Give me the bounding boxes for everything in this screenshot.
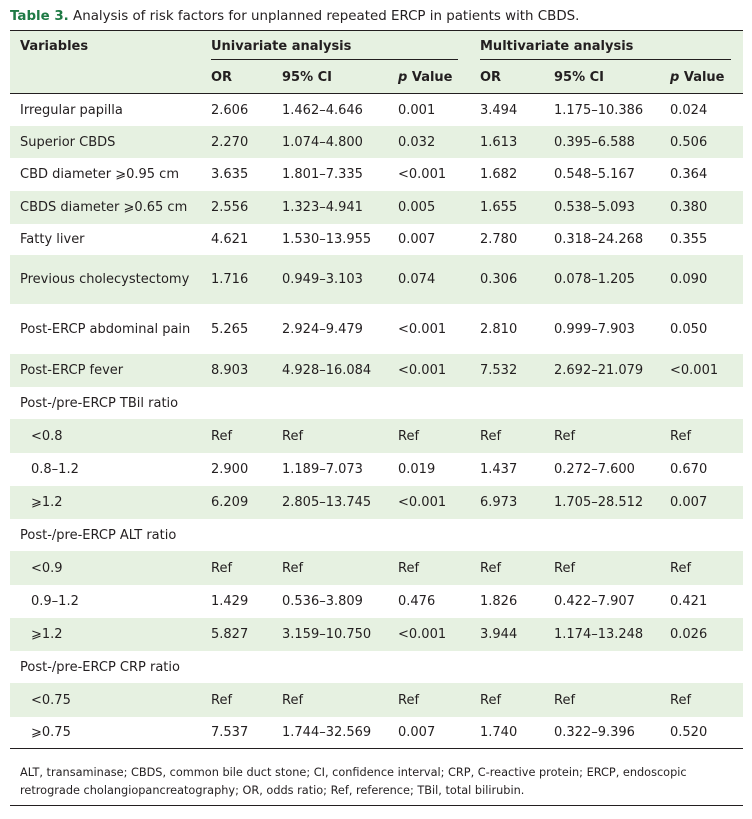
cell-u-p: 0.007 [398, 232, 436, 247]
cell-u-ci: 1.462–4.646 [282, 102, 363, 118]
cell-u-or: 2.270 [201, 126, 272, 158]
cell-variable: Post-/pre-ERCP ALT ratio [20, 527, 177, 543]
cell-m-p: Ref [660, 419, 743, 453]
cell-m-ci: 2.692–21.079 [544, 354, 660, 387]
cell-m-or: 1.682 [480, 167, 518, 182]
cell-u-or: 6.209 [201, 486, 272, 519]
cell-u-ci: 2.924–9.479 [282, 321, 363, 337]
cell-m-p: 0.421 [670, 594, 708, 609]
cell-u-p: <0.001 [388, 354, 470, 387]
cell-m-or: 6.973 [470, 486, 544, 519]
header-m-ci: 95% CI [544, 62, 660, 94]
cell-u-or: Ref [201, 683, 272, 717]
cell-variable: ⩾0.75 [10, 717, 201, 749]
table-row [10, 717, 743, 749]
cell-u-p [388, 651, 470, 683]
cell-m-ci [544, 651, 660, 683]
cell-variable: <0.75 [10, 683, 201, 717]
cell-u-p: Ref [388, 683, 470, 717]
cell-variable: Post-/pre-ERCP CRP ratio [20, 659, 180, 675]
cell-variable: Previous cholecystectomy [10, 255, 201, 304]
table-label: Table 3. [10, 9, 69, 24]
cell-m-p: 0.520 [660, 717, 743, 749]
cell-u-p: <0.001 [398, 167, 447, 182]
cell-u-or: 2.556 [201, 191, 272, 224]
cell-u-ci: 1.074–4.800 [272, 126, 388, 158]
risk-factor-table [10, 30, 743, 749]
cell-m-p: <0.001 [660, 354, 743, 387]
cell-m-ci: 1.175–10.386 [554, 102, 644, 118]
cell-m-or [470, 651, 544, 683]
cell-m-ci: 0.272–7.600 [554, 462, 635, 477]
cell-m-ci: 0.318–24.268 [554, 232, 644, 247]
cell-u-or: 5.827 [201, 618, 272, 651]
cell-u-ci: 1.744–32.569 [272, 717, 388, 749]
cell-m-or: Ref [470, 683, 544, 717]
cell-u-ci: Ref [272, 683, 388, 717]
header-u-or: OR [201, 62, 272, 94]
header-row-columns [10, 62, 743, 94]
cell-variable: ⩾1.2 [10, 618, 201, 651]
cell-u-ci: Ref [272, 419, 388, 453]
cell-m-p: 0.024 [670, 102, 708, 118]
header-m-p: p Value [660, 62, 743, 94]
table-row [10, 683, 743, 717]
cell-m-ci: 1.705–28.512 [544, 486, 660, 519]
cell-m-p: 0.380 [660, 191, 743, 224]
cell-variable: CBD diameter ⩾0.95 cm [20, 167, 179, 182]
header-variables: Variables [10, 31, 201, 63]
table-row [10, 618, 743, 651]
cell-u-or: Ref [201, 551, 272, 585]
cell-u-ci: 2.805–13.745 [272, 486, 388, 519]
cell-variable: 0.9–1.2 [31, 594, 79, 609]
cell-u-or: 2.606 [211, 102, 249, 118]
cell-m-ci: 0.395–6.588 [544, 126, 660, 158]
cell-m-or [470, 519, 544, 551]
cell-u-p: <0.001 [388, 486, 470, 519]
cell-m-or: 7.532 [470, 354, 544, 387]
cell-m-p: Ref [660, 551, 743, 585]
cell-u-or: Ref [201, 419, 272, 453]
cell-u-ci: 4.928–16.084 [272, 354, 388, 387]
table-row [10, 486, 743, 519]
cell-u-p: 0.007 [388, 717, 470, 749]
header-multivariate: Multivariate analysis [470, 31, 743, 63]
cell-u-ci [272, 387, 388, 419]
cell-variable: Irregular papilla [20, 102, 123, 118]
cell-u-p: <0.001 [388, 618, 470, 651]
cell-variable: Post-ERCP abdominal pain [20, 321, 191, 337]
cell-u-ci: 1.189–7.073 [282, 462, 363, 477]
cell-variable: Post-ERCP fever [10, 354, 201, 387]
cell-u-p: 0.032 [388, 126, 470, 158]
table-title: Analysis of risk factors for unplanned repeated ERCP in patients with CBDS. [73, 9, 580, 24]
cell-u-ci: 0.536–3.809 [282, 594, 363, 609]
cell-m-ci: 0.548–5.167 [554, 167, 635, 182]
table-caption [10, 6, 744, 28]
table-row [10, 224, 743, 255]
cell-u-p [388, 519, 470, 551]
cell-variable: Fatty liver [20, 232, 85, 247]
cell-variable: CBDS diameter ⩾0.65 cm [10, 191, 201, 224]
cell-u-ci [272, 519, 388, 551]
table-row [10, 126, 743, 158]
cell-variable: ⩾1.2 [10, 486, 201, 519]
cell-u-ci: 3.159–10.750 [272, 618, 388, 651]
cell-m-ci: Ref [544, 419, 660, 453]
cell-u-ci: 1.801–7.335 [282, 167, 363, 182]
header-u-p: p Value [388, 62, 470, 94]
header-row-groups [10, 31, 743, 63]
cell-m-ci: 0.999–7.903 [554, 321, 635, 337]
cell-u-p: 0.019 [398, 462, 436, 477]
cell-u-or: 5.265 [211, 321, 249, 337]
cell-m-or: 1.740 [470, 717, 544, 749]
cell-m-p [660, 651, 743, 683]
cell-variable: Superior CBDS [10, 126, 201, 158]
table-row [10, 158, 743, 191]
cell-m-ci: 0.078–1.205 [544, 255, 660, 304]
table-row [10, 453, 743, 486]
cell-u-or: 7.537 [201, 717, 272, 749]
table-row [10, 651, 743, 683]
cell-m-p [660, 387, 743, 419]
cell-m-ci: Ref [544, 551, 660, 585]
cell-m-ci [544, 387, 660, 419]
cell-u-p: Ref [388, 419, 470, 453]
header-m-or: OR [470, 62, 544, 94]
cell-variable: 0.8–1.2 [31, 462, 79, 477]
table-body [10, 94, 743, 749]
cell-m-p: 0.670 [670, 462, 708, 477]
cell-u-or: 1.429 [211, 594, 249, 609]
table-row [10, 519, 743, 551]
cell-u-or: 4.621 [211, 232, 249, 247]
cell-variable: Post-/pre-ERCP TBil ratio [20, 395, 179, 411]
cell-m-p: 0.007 [660, 486, 743, 519]
cell-u-p: 0.476 [398, 594, 436, 609]
cell-m-p: 0.026 [660, 618, 743, 651]
cell-m-or: 1.655 [470, 191, 544, 224]
cell-m-p: 0.090 [660, 255, 743, 304]
cell-m-or: 1.613 [470, 126, 544, 158]
header-univariate: Univariate analysis [201, 31, 470, 63]
cell-u-ci: 1.530–13.955 [282, 232, 372, 247]
cell-u-ci: 0.949–3.103 [272, 255, 388, 304]
table-row [10, 191, 743, 224]
table-row [10, 304, 743, 354]
cell-m-ci: 0.538–5.093 [544, 191, 660, 224]
table-row [10, 387, 743, 419]
cell-m-or: Ref [470, 419, 544, 453]
table-row [10, 354, 743, 387]
cell-u-ci: Ref [272, 551, 388, 585]
cell-m-p: 0.050 [670, 321, 708, 337]
table-row [10, 551, 743, 585]
cell-u-p: Ref [388, 551, 470, 585]
cell-variable: <0.9 [10, 551, 201, 585]
table-row [10, 255, 743, 304]
cell-m-p: 0.364 [670, 167, 708, 182]
table-row [10, 419, 743, 453]
cell-variable: <0.8 [10, 419, 201, 453]
cell-m-ci: 1.174–13.248 [544, 618, 660, 651]
cell-m-or [470, 387, 544, 419]
cell-u-p: <0.001 [398, 321, 447, 337]
cell-m-ci: 0.322–9.396 [544, 717, 660, 749]
cell-u-or [201, 651, 272, 683]
cell-m-or: 1.826 [480, 594, 518, 609]
cell-u-or: 3.635 [211, 167, 249, 182]
cell-u-or: 8.903 [201, 354, 272, 387]
cell-m-or: 2.810 [480, 321, 518, 337]
cell-u-ci: 1.323–4.941 [272, 191, 388, 224]
table-row [10, 585, 743, 618]
cell-u-p [388, 387, 470, 419]
cell-m-or: 1.437 [480, 462, 518, 477]
cell-m-ci: 0.422–7.907 [554, 594, 635, 609]
header-blank [10, 62, 201, 94]
table-footnote: ALT, transaminase; CBDS, common bile duct stone; CI, confidence interval; CRP, C-reactive protein; ERCP, endoscopic retrograde cholangiopancreatography; OR, odds ratio; Ref, reference; TBil, total bilirubin. [10, 758, 743, 806]
cell-m-or: 3.494 [480, 102, 518, 118]
cell-m-or: Ref [470, 551, 544, 585]
table-row [10, 94, 743, 127]
cell-m-ci: Ref [544, 683, 660, 717]
cell-m-p: 0.355 [670, 232, 708, 247]
cell-m-or: 2.780 [480, 232, 518, 247]
cell-u-or: 1.716 [201, 255, 272, 304]
cell-m-p: 0.506 [660, 126, 743, 158]
cell-m-p [660, 519, 743, 551]
cell-u-p: 0.005 [388, 191, 470, 224]
cell-u-p: 0.074 [388, 255, 470, 304]
cell-u-p: 0.001 [398, 102, 436, 118]
header-u-ci: 95% CI [272, 62, 388, 94]
cell-m-ci [544, 519, 660, 551]
cell-m-or: 3.944 [470, 618, 544, 651]
cell-u-or [201, 519, 272, 551]
cell-u-or: 2.900 [211, 462, 249, 477]
cell-m-or: 0.306 [470, 255, 544, 304]
cell-m-p: Ref [660, 683, 743, 717]
cell-u-or [201, 387, 272, 419]
cell-u-ci [272, 651, 388, 683]
